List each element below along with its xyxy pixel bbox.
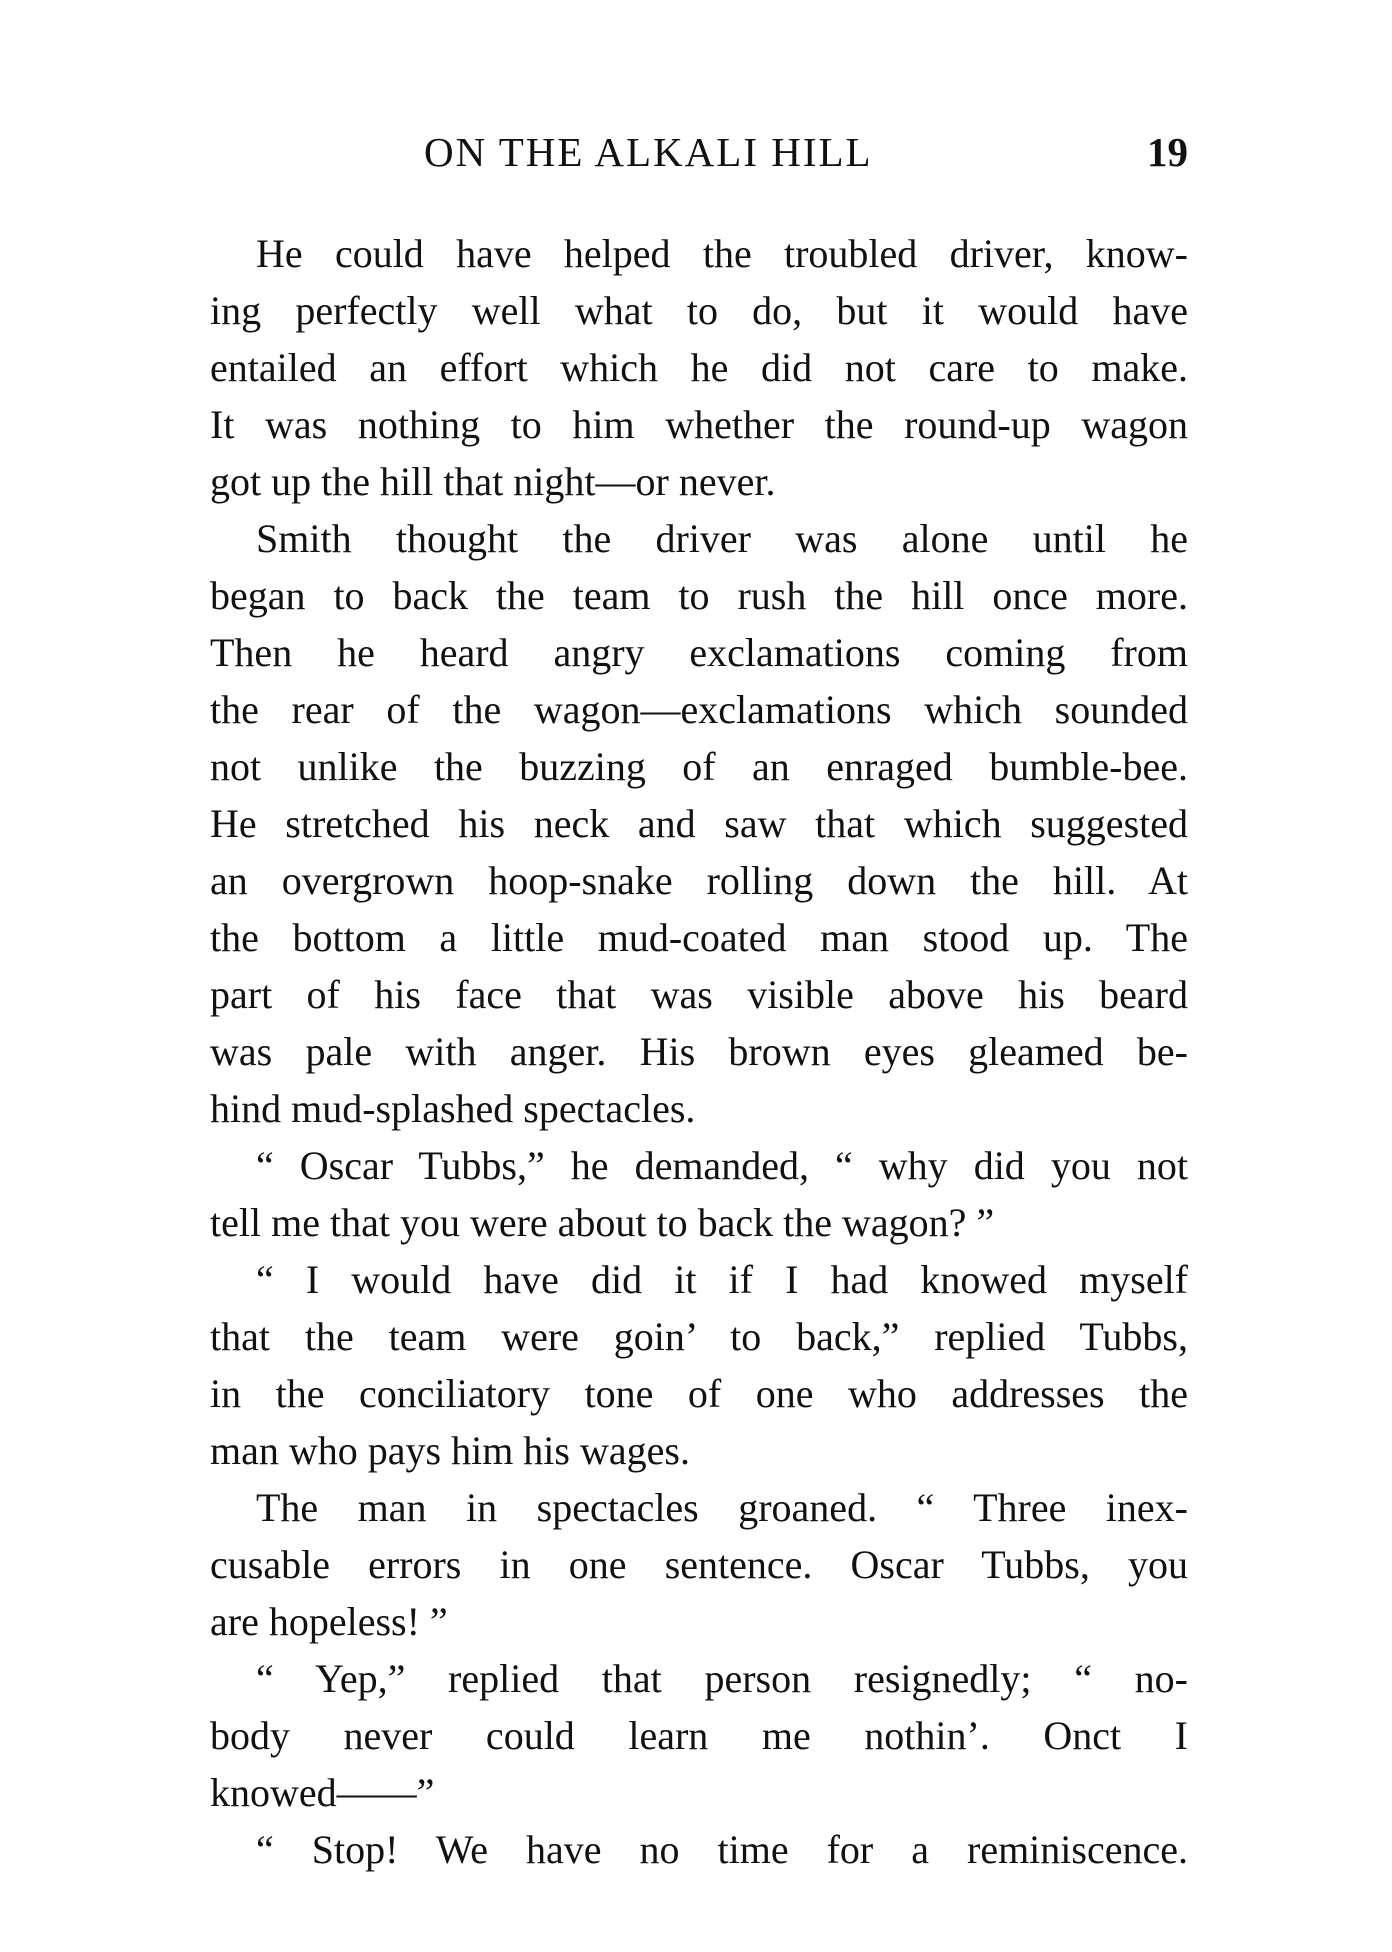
text-line: entailed an effort which he did not care to make. bbox=[210, 345, 1188, 390]
text-line: was pale with anger. His brown eyes gleamed be- bbox=[210, 1029, 1188, 1074]
text-line: are hopeless! ” bbox=[210, 1599, 448, 1644]
text-line: Smith thought the driver was alone until he bbox=[256, 516, 1188, 561]
page-number: 19 bbox=[1147, 129, 1188, 175]
text-line: He stretched his neck and saw that which suggested bbox=[210, 801, 1188, 846]
paragraph bbox=[210, 1137, 1188, 1251]
text-line: not unlike the buzzing of an enraged bumble-bee. bbox=[210, 744, 1188, 789]
text-line: cusable errors in one sentence. Oscar Tubbs, you bbox=[210, 1542, 1188, 1587]
paragraph bbox=[210, 1479, 1188, 1650]
text-line: knowed——” bbox=[210, 1770, 435, 1815]
text-line: got up the hill that night—or never. bbox=[210, 459, 776, 504]
body-text bbox=[210, 225, 1188, 1878]
text-line: body never could learn me nothin’. Onct I bbox=[210, 1713, 1188, 1758]
text-line: It was nothing to him whether the round-up wagon bbox=[210, 402, 1188, 447]
text-line: part of his face that was visible above his beard bbox=[210, 972, 1188, 1017]
text-line: “ I would have did it if I had knowed myself bbox=[256, 1257, 1188, 1302]
text-line: an overgrown hoop-snake rolling down the hill. At bbox=[210, 858, 1188, 903]
text-line: man who pays him his wages. bbox=[210, 1428, 690, 1473]
paragraph bbox=[210, 1821, 1188, 1878]
text-line: in the conciliatory tone of one who addresses the bbox=[210, 1371, 1188, 1416]
text-line: “ Yep,” replied that person resignedly; “ no- bbox=[256, 1656, 1188, 1701]
text-line: the bottom a little mud-coated man stood up. The bbox=[210, 915, 1188, 960]
text-line: The man in spectacles groaned. “ Three inex- bbox=[256, 1485, 1188, 1530]
text-line: tell me that you were about to back the wagon? ” bbox=[210, 1200, 995, 1245]
paragraph bbox=[210, 1251, 1188, 1479]
text-line: that the team were goin’ to back,” replied Tubbs, bbox=[210, 1314, 1188, 1359]
running-title: ON THE ALKALI HILL bbox=[424, 129, 873, 175]
text-line: began to back the team to rush the hill once more. bbox=[210, 573, 1188, 618]
text-line: “ Stop! We have no time for a reminiscence. bbox=[256, 1827, 1188, 1872]
paragraph bbox=[210, 1650, 1188, 1821]
text-line: He could have helped the troubled driver, know- bbox=[256, 231, 1188, 276]
text-line: Then he heard angry exclamations coming from bbox=[210, 630, 1188, 675]
paragraph bbox=[210, 225, 1188, 510]
text-line: ing perfectly well what to do, but it would have bbox=[210, 288, 1188, 333]
text-line: the rear of the wagon—exclamations which sounded bbox=[210, 687, 1188, 732]
text-line: “ Oscar Tubbs,” he demanded, “ why did you not bbox=[256, 1143, 1188, 1188]
text-line: hind mud-splashed spectacles. bbox=[210, 1086, 696, 1131]
running-head bbox=[210, 128, 1188, 188]
paragraph bbox=[210, 510, 1188, 1137]
